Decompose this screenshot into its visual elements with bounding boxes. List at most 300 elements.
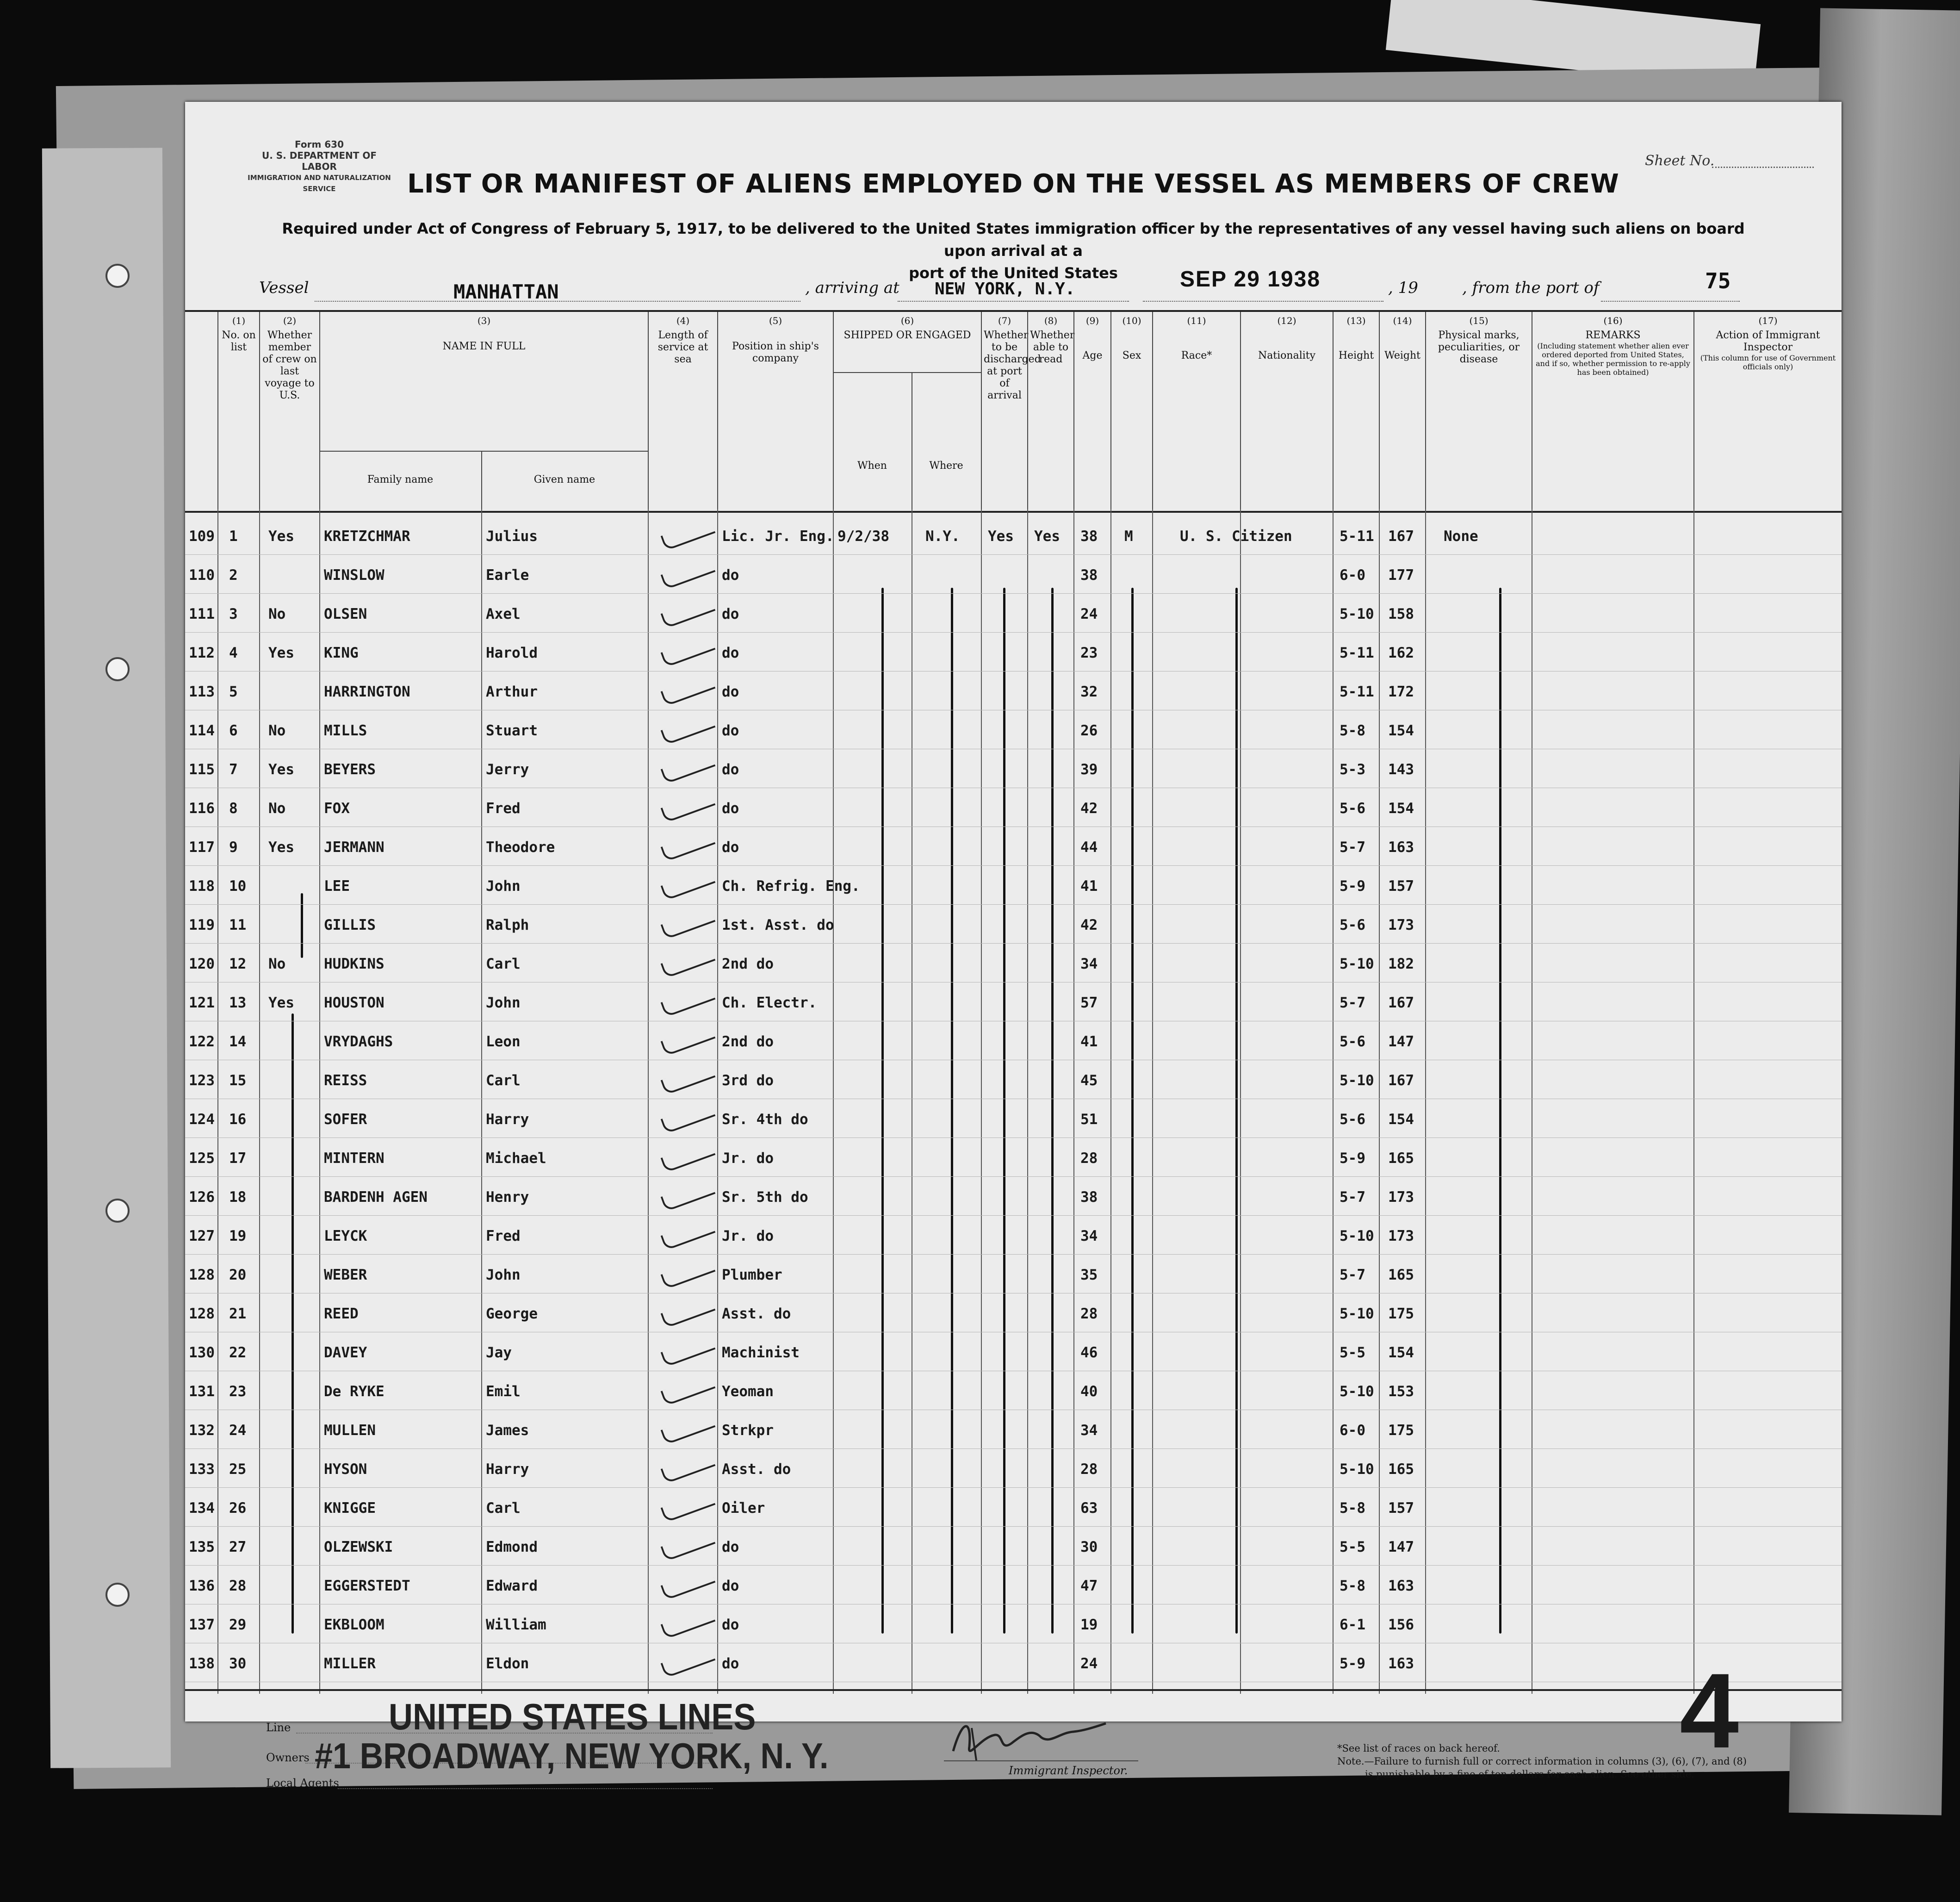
row-family-name: OLSEN	[324, 606, 367, 622]
row-weight: 162	[1388, 645, 1414, 661]
service-checkmark	[661, 1179, 716, 1212]
row-height: 5-9	[1340, 878, 1365, 895]
col-nationality-header: (12) Nationality	[1240, 312, 1333, 511]
row-seq-number: 131	[189, 1383, 215, 1400]
row-given-name: Julius	[486, 528, 538, 545]
row-height: 5-6	[1340, 917, 1365, 933]
row-position: do	[722, 761, 739, 778]
row-height: 5-6	[1340, 1033, 1365, 1050]
row-position: Sr. 4th do	[722, 1111, 808, 1128]
table-row	[185, 557, 1842, 594]
col-age-header: (9) Age	[1073, 312, 1110, 511]
owners-stamp: #1 BROADWAY, NEW YORK, N. Y.	[315, 1735, 829, 1776]
row-seq-number: 109	[189, 528, 215, 545]
row-given-name: Harry	[486, 1111, 529, 1128]
row-height: 5-10	[1340, 956, 1374, 972]
row-given-name: Jay	[486, 1344, 512, 1361]
row-age: 32	[1080, 684, 1098, 700]
row-weight: 154	[1388, 1111, 1414, 1128]
row-height: 6-0	[1340, 567, 1365, 584]
row-family-name: REED	[324, 1305, 359, 1322]
row-position: Yeoman	[722, 1383, 774, 1400]
row-height: 5-9	[1340, 1150, 1365, 1167]
service-checkmark	[661, 518, 716, 551]
row-position: Strkpr	[722, 1422, 774, 1439]
form-number: Form 630	[294, 139, 344, 150]
table-row	[185, 985, 1842, 1021]
row-given-name: Carl	[486, 1500, 521, 1517]
row-list-number: 15	[229, 1072, 247, 1089]
row-given-name: Arthur	[486, 684, 538, 700]
table-row	[185, 1257, 1842, 1293]
row-list-number: 14	[229, 1033, 247, 1050]
row-seq-number: 127	[189, 1228, 215, 1244]
service-checkmark	[661, 1218, 716, 1251]
sheet-no-line	[1712, 167, 1814, 168]
row-position: Asst. do	[722, 1461, 791, 1478]
subtitle-line-2: port of the United States	[909, 264, 1118, 282]
row-family-name: MILLS	[324, 722, 367, 739]
table-row	[185, 1646, 1842, 1682]
row-family-name: LEE	[324, 878, 350, 895]
row-seq-number: 117	[189, 839, 215, 856]
service-checkmark	[661, 635, 716, 668]
table-row	[185, 518, 1842, 555]
row-age: 28	[1080, 1150, 1098, 1167]
row-weight: 172	[1388, 684, 1414, 700]
row-list-number: 12	[229, 956, 247, 972]
row-given-name: Edmond	[486, 1539, 538, 1555]
col-sex-header: (10) Sex	[1110, 312, 1152, 511]
row-given-name: Michael	[486, 1150, 546, 1167]
row-position: do	[722, 567, 739, 584]
row-weight: 157	[1388, 878, 1414, 895]
service-checkmark	[661, 1374, 716, 1406]
table-row	[185, 1529, 1842, 1566]
punch-hole	[105, 657, 130, 681]
arriving-port: NEW YORK, N.Y.	[935, 280, 1075, 298]
table-row	[185, 1335, 1842, 1371]
row-family-name: BEYERS	[324, 761, 376, 778]
row-weight: 173	[1388, 917, 1414, 933]
row-list-number: 26	[229, 1500, 247, 1517]
row-weight: 154	[1388, 1344, 1414, 1361]
row-family-name: De RYKE	[324, 1383, 385, 1400]
row-position: Plumber	[722, 1267, 782, 1283]
row-family-name: REISS	[324, 1072, 367, 1089]
table-row	[185, 829, 1842, 866]
service-checkmark	[661, 752, 716, 784]
note-penalty-cont: is punishable by a fine of ten dollars for each alien. See other side.	[1365, 1769, 1694, 1780]
row-family-name: HOUSTON	[324, 995, 385, 1011]
row-list-number: 6	[229, 722, 238, 739]
row-list-number: 1	[229, 528, 238, 545]
row-height: 5-8	[1340, 722, 1365, 739]
service-checkmark	[661, 1024, 716, 1057]
row-position: do	[722, 1616, 739, 1633]
arrival-date-stamp: SEP 29 1938	[1180, 267, 1321, 292]
table-row	[185, 907, 1842, 944]
service-checkmark	[661, 1529, 716, 1562]
row-seq-number: 111	[189, 606, 215, 622]
row-position: Ch. Refrig. Eng.	[722, 878, 860, 895]
service-checkmark	[661, 868, 716, 901]
shipped-subdivider	[833, 372, 981, 373]
row-last-voyage: Yes	[268, 528, 294, 545]
table-row	[185, 1063, 1842, 1099]
row-position: do	[722, 800, 739, 817]
row-height: 5-7	[1340, 1267, 1365, 1283]
row-family-name: EKBLOOM	[324, 1616, 385, 1633]
row-age: 19	[1080, 1616, 1098, 1633]
row-given-name: Henry	[486, 1189, 529, 1206]
table-row	[185, 1451, 1842, 1488]
row-age: 34	[1080, 1228, 1098, 1244]
row-family-name: LEYCK	[324, 1228, 367, 1244]
service-checkmark	[661, 1257, 716, 1290]
row-family-name: WINSLOW	[324, 567, 385, 584]
row-seq-number: 123	[189, 1072, 215, 1089]
row-given-name: Jerry	[486, 761, 529, 778]
subtitle-line-1: Required under Act of Congress of February 5, 1917, to be delivered to the United States immigration officer by the representatives of any vessel having such aliens on board upon arrival at a	[282, 220, 1745, 260]
column-header	[185, 310, 1842, 513]
row-family-name: WEBER	[324, 1267, 367, 1283]
sheet-count: 75	[1705, 268, 1731, 293]
row-weight: 167	[1388, 528, 1414, 545]
row-family-name: DAVEY	[324, 1344, 367, 1361]
service-checkmark	[661, 790, 716, 823]
row-family-name: GILLIS	[324, 917, 376, 933]
row-weight: 173	[1388, 1228, 1414, 1244]
row-seq-number: 114	[189, 722, 215, 739]
row-list-number: 24	[229, 1422, 247, 1439]
row-weight: 163	[1388, 1578, 1414, 1594]
given-name-header: Given name	[533, 474, 595, 485]
row-weight: 147	[1388, 1033, 1414, 1050]
row-given-name: Theodore	[486, 839, 555, 856]
row-height: 5-8	[1340, 1500, 1365, 1517]
row-last-voyage: Yes	[268, 761, 294, 778]
row-list-number: 5	[229, 684, 238, 700]
row-list-number: 23	[229, 1383, 247, 1400]
row-last-voyage: No	[268, 956, 286, 972]
row-given-name: Fred	[486, 800, 521, 817]
row-list-number: 20	[229, 1267, 247, 1283]
row-given-name: George	[486, 1305, 538, 1322]
row-age: 63	[1080, 1500, 1098, 1517]
row-age: 38	[1080, 567, 1098, 584]
service-checkmark	[661, 1490, 716, 1523]
row-given-name: John	[486, 878, 521, 895]
service-checkmark	[661, 985, 716, 1018]
table-row	[185, 946, 1842, 982]
service-checkmark	[661, 946, 716, 979]
col-service-header: (4) Length of service at sea	[648, 312, 717, 511]
row-family-name: HARRINGTON	[324, 684, 410, 700]
row-weight: 153	[1388, 1383, 1414, 1400]
row-position: Jr. do	[722, 1228, 774, 1244]
row-list-number: 18	[229, 1189, 247, 1206]
row-list-number: 28	[229, 1578, 247, 1594]
row-age: 26	[1080, 722, 1098, 739]
row-family-name: SOFER	[324, 1111, 367, 1128]
row-list-number: 25	[229, 1461, 247, 1478]
row-seq-number: 130	[189, 1344, 215, 1361]
row-age: 57	[1080, 995, 1098, 1011]
col-discharge-header: (7) Whether to be discharged at port of arrival	[981, 312, 1027, 511]
row-last-voyage: Yes	[268, 839, 294, 856]
row-height: 5-10	[1340, 1072, 1374, 1089]
row-age: 24	[1080, 606, 1098, 622]
row-weight: 182	[1388, 956, 1414, 972]
row-age: 35	[1080, 1267, 1098, 1283]
row-list-number: 30	[229, 1655, 247, 1672]
row-given-name: Carl	[486, 1072, 521, 1089]
row-family-name: HUDKINS	[324, 956, 385, 972]
from-port-line	[1601, 301, 1740, 302]
row-height: 5-5	[1340, 1344, 1365, 1361]
row-age: 47	[1080, 1578, 1098, 1594]
row-list-number: 13	[229, 995, 247, 1011]
row-list-number: 9	[229, 839, 238, 856]
row-list-number: 22	[229, 1344, 247, 1361]
col-marks-header: (15) Physical marks, peculiarities, or disease	[1425, 312, 1532, 511]
col-height-header: (13) Height	[1333, 312, 1379, 511]
row-seq-number: 121	[189, 995, 215, 1011]
service-checkmark	[661, 674, 716, 707]
row-age: 34	[1080, 1422, 1098, 1439]
table-row	[185, 1412, 1842, 1449]
row-list-number: 7	[229, 761, 238, 778]
row-age: 39	[1080, 761, 1098, 778]
row-given-name: Ralph	[486, 917, 529, 933]
row-family-name: MULLEN	[324, 1422, 376, 1439]
name-subdivider	[319, 451, 648, 452]
row-height: 5-7	[1340, 839, 1365, 856]
row-position: 2nd do	[722, 1033, 774, 1050]
inspector-label: Immigrant Inspector.	[1009, 1764, 1128, 1777]
row-list-number: 11	[229, 917, 247, 933]
table-row	[185, 1374, 1842, 1410]
row-race-nationality: U. S. Citizen	[1180, 528, 1292, 545]
table-row	[185, 1296, 1842, 1332]
row-able-to-read: Yes	[1034, 528, 1060, 545]
service-name: IMMIGRATION AND NATURALIZATION SERVICE	[248, 174, 391, 193]
row-height: 5-7	[1340, 1189, 1365, 1206]
vessel-info-row	[259, 267, 1832, 305]
row-given-name: Emil	[486, 1383, 521, 1400]
crew-table	[185, 509, 1842, 1694]
row-weight: 175	[1388, 1422, 1414, 1439]
row-height: 6-1	[1340, 1616, 1365, 1633]
service-checkmark	[661, 596, 716, 629]
row-position: Lic. Jr. Eng.	[722, 528, 834, 545]
row-given-name: William	[486, 1616, 546, 1633]
row-family-name: OLZEWSKI	[324, 1539, 393, 1555]
row-height: 6-0	[1340, 1422, 1365, 1439]
row-seq-number: 115	[189, 761, 215, 778]
row-list-number: 3	[229, 606, 238, 622]
row-age: 38	[1080, 1189, 1098, 1206]
col-no-header: (1) No. on list	[217, 312, 259, 511]
row-height: 5-9	[1340, 1655, 1365, 1672]
owners-label: Owners	[266, 1751, 310, 1764]
row-seq-number: 126	[189, 1189, 215, 1206]
row-list-number: 16	[229, 1111, 247, 1128]
table-row	[185, 1140, 1842, 1177]
row-height: 5-3	[1340, 761, 1365, 778]
arriving-label: , arriving at	[805, 279, 899, 297]
col-position-header: (5) Position in ship's company	[717, 312, 833, 511]
col-name-header: (3) NAME IN FULL	[319, 312, 648, 511]
row-height: 5-6	[1340, 1111, 1365, 1128]
row-position: 3rd do	[722, 1072, 774, 1089]
service-checkmark	[661, 1412, 716, 1445]
department-name: U. S. DEPARTMENT OF LABOR	[261, 150, 377, 172]
page-title: LIST OR MANIFEST OF ALIENS EMPLOYED ON THE VESSEL AS MEMBERS OF CREW	[407, 169, 1619, 199]
row-family-name: EGGERSTEDT	[324, 1578, 410, 1594]
row-position: do	[722, 606, 739, 622]
service-checkmark	[661, 1568, 716, 1601]
vessel-label: Vessel	[259, 279, 309, 297]
row-list-number: 27	[229, 1539, 247, 1555]
row-weight: 156	[1388, 1616, 1414, 1633]
row-seq-number: 110	[189, 567, 215, 584]
row-position: do	[722, 1655, 739, 1672]
row-seq-number: 119	[189, 917, 215, 933]
row-height: 5-6	[1340, 800, 1365, 817]
service-checkmark	[661, 1101, 716, 1134]
under-page	[42, 148, 171, 1768]
row-height: 5-5	[1340, 1539, 1365, 1555]
row-height: 5-10	[1340, 1383, 1374, 1400]
vessel-name: MANHATTAN	[453, 280, 559, 303]
table-row	[185, 674, 1842, 710]
table-row	[185, 1179, 1842, 1216]
row-list-number: 4	[229, 645, 238, 661]
row-position: Sr. 5th do	[722, 1189, 808, 1206]
punch-hole	[105, 264, 130, 288]
row-height: 5-10	[1340, 1228, 1374, 1244]
row-shipped-when: 9/2/38	[837, 528, 889, 545]
row-age: 44	[1080, 839, 1098, 856]
row-seq-number: 135	[189, 1539, 215, 1555]
row-position: Machinist	[722, 1344, 800, 1361]
service-checkmark	[661, 1063, 716, 1095]
row-height: 5-8	[1340, 1578, 1365, 1594]
row-weight: 165	[1388, 1150, 1414, 1167]
when-header: When	[857, 460, 887, 472]
row-given-name: John	[486, 995, 521, 1011]
row-height: 5-11	[1340, 645, 1374, 661]
row-given-name: Harold	[486, 645, 538, 661]
row-position: 1st. Asst. do	[722, 917, 834, 933]
col-seq-header	[185, 312, 217, 511]
table-row	[185, 1607, 1842, 1643]
row-given-name: Axel	[486, 606, 521, 622]
note-races: *See list of races on back hereof.	[1337, 1743, 1500, 1754]
manifest-sheet	[185, 102, 1842, 1790]
row-list-number: 29	[229, 1616, 247, 1633]
row-given-name: Earle	[486, 567, 529, 584]
row-position: 2nd do	[722, 956, 774, 972]
row-weight: 167	[1388, 1072, 1414, 1089]
row-list-number: 19	[229, 1228, 247, 1244]
row-seq-number: 125	[189, 1150, 215, 1167]
row-position: Jr. do	[722, 1150, 774, 1167]
note-penalty: Note.—Failure to furnish full or correct information in columns (3), (6), (7), and (8)	[1337, 1756, 1747, 1767]
row-family-name: JERMANN	[324, 839, 385, 856]
row-weight: 147	[1388, 1539, 1414, 1555]
table-row	[185, 1218, 1842, 1255]
col-action-header: (17) Action of Immigrant Inspector (This column for use of Government officials only)	[1693, 312, 1842, 511]
row-last-voyage: No	[268, 722, 286, 739]
agents-underline	[338, 1788, 713, 1789]
sheet-no-label: Sheet No.	[1645, 153, 1715, 169]
row-list-number: 21	[229, 1305, 247, 1322]
arriving-line	[898, 301, 1129, 302]
row-list-number: 8	[229, 800, 238, 817]
table-row	[185, 1490, 1842, 1527]
row-weight: 158	[1388, 606, 1414, 622]
row-weight: 154	[1388, 800, 1414, 817]
row-age: 41	[1080, 1033, 1098, 1050]
row-weight: 163	[1388, 1655, 1414, 1672]
row-seq-number: 132	[189, 1422, 215, 1439]
row-discharged: Yes	[988, 528, 1014, 545]
table-row	[185, 1101, 1842, 1138]
row-weight: 163	[1388, 839, 1414, 856]
row-age: 40	[1080, 1383, 1098, 1400]
row-family-name: VRYDAGHS	[324, 1033, 393, 1050]
table-row	[185, 752, 1842, 788]
row-age: 42	[1080, 917, 1098, 933]
row-seq-number: 128	[189, 1305, 215, 1322]
line-stamp: UNITED STATES LINES	[389, 1696, 756, 1737]
col-last-voyage-header: (2) Whether member of crew on last voyage to U.S.	[259, 312, 319, 511]
row-age: 38	[1080, 528, 1098, 545]
service-checkmark	[661, 713, 716, 746]
row-height: 5-11	[1340, 528, 1374, 545]
table-row	[185, 790, 1842, 827]
from-port-label: , from the port of	[1462, 279, 1600, 297]
row-seq-number: 116	[189, 800, 215, 817]
table-row	[185, 1024, 1842, 1060]
row-shipped-where: N.Y.	[925, 528, 960, 545]
row-position: do	[722, 1539, 739, 1555]
year-prefix: , 19	[1388, 279, 1418, 297]
row-height: 5-10	[1340, 1305, 1374, 1322]
col-remarks-header: (16) REMARKS (Including statement whether alien ever ordered deported from United States, and if so, whether permission to re-apply has been obtained)	[1532, 312, 1693, 511]
row-seq-number: 128	[189, 1267, 215, 1283]
service-checkmark	[661, 1335, 716, 1367]
row-seq-number: 122	[189, 1033, 215, 1050]
row-family-name: HYSON	[324, 1461, 367, 1478]
row-given-name: Carl	[486, 956, 521, 972]
row-seq-number: 124	[189, 1111, 215, 1128]
where-header: Where	[929, 460, 963, 472]
row-age: 41	[1080, 878, 1098, 895]
service-checkmark	[661, 557, 716, 590]
row-given-name: Harry	[486, 1461, 529, 1478]
row-family-name: BARDENH AGEN	[324, 1189, 428, 1206]
row-given-name: John	[486, 1267, 521, 1283]
row-given-name: James	[486, 1422, 529, 1439]
row-position: do	[722, 684, 739, 700]
row-given-name: Edward	[486, 1578, 538, 1594]
local-agents-label: Local Agents	[266, 1777, 339, 1790]
row-position: Asst. do	[722, 1305, 791, 1322]
